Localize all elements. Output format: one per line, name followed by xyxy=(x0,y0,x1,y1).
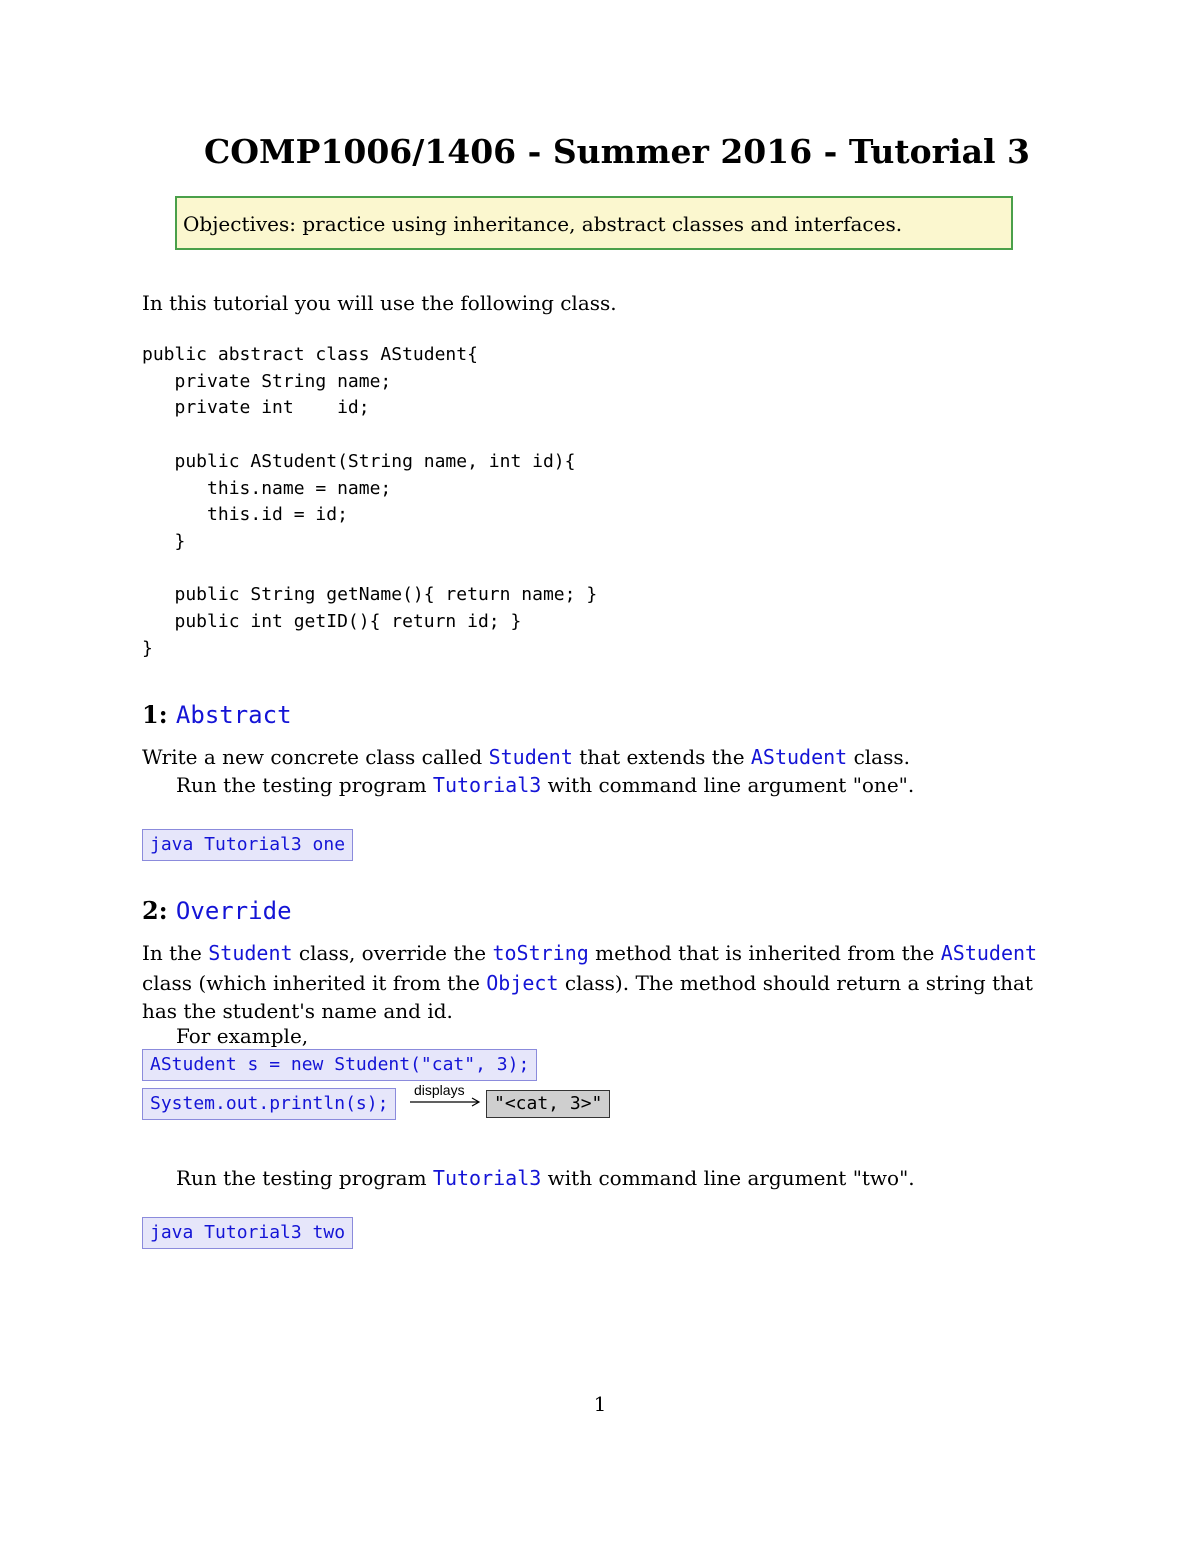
code-tostring: toString xyxy=(492,941,589,965)
section-1-paragraph-2 xyxy=(176,773,914,797)
example-intro: For example, xyxy=(176,1024,309,1048)
section-1-heading xyxy=(142,700,292,729)
text: Run the testing program xyxy=(176,1166,433,1190)
page-number: 1 xyxy=(593,1392,607,1416)
code-line xyxy=(142,422,597,449)
code-student: Student xyxy=(488,745,573,769)
code-line: private String name; xyxy=(142,370,392,392)
objectives-box xyxy=(175,196,1013,250)
code-line: this.id = id; xyxy=(142,504,348,526)
page-title: COMP1006/1406 - Summer 2016 - Tutorial 3 xyxy=(204,132,1030,171)
intro-text: In this tutorial you will use the following class. xyxy=(142,291,617,315)
code-listing xyxy=(142,342,597,662)
code-line xyxy=(142,556,597,583)
text: method that is inherited from the xyxy=(588,941,941,965)
section-2-line-3: has the student's name and id. xyxy=(142,999,453,1023)
code-line: public AStudent(String name, int id){ xyxy=(142,450,576,472)
text: Run the testing program xyxy=(176,773,433,797)
text: class. xyxy=(847,745,910,769)
section-1-paragraph-1 xyxy=(142,745,910,769)
code-object: Object xyxy=(486,971,559,995)
section-1-number: 1: xyxy=(142,700,168,729)
code-line: } xyxy=(142,637,153,659)
code-line: } xyxy=(142,530,186,552)
text: class). The method should return a string that xyxy=(558,971,1033,995)
displays-label: displays xyxy=(414,1082,465,1098)
right-arrow-icon xyxy=(408,1096,482,1108)
code-line: private int id; xyxy=(142,397,370,419)
code-tutorial3: Tutorial3 xyxy=(432,773,542,797)
text: with command line argument "two". xyxy=(541,1166,915,1190)
section-2-number: 2: xyxy=(142,896,168,925)
example-code-line-2: System.out.println(s); xyxy=(142,1088,396,1120)
example-code-line-1: AStudent s = new Student("cat", 3); xyxy=(142,1049,537,1081)
text: class (which inherited it from the xyxy=(142,971,487,995)
objectives-text: Objectives: practice using inheritance, abstract classes and interfaces. xyxy=(183,212,903,236)
text: class, override the xyxy=(292,941,493,965)
text: Write a new concrete class called xyxy=(142,745,489,769)
command-box-one: java Tutorial3 one xyxy=(142,829,353,861)
code-tutorial3: Tutorial3 xyxy=(432,1166,542,1190)
section-2-run-text xyxy=(176,1166,915,1190)
section-2-line-1 xyxy=(142,941,1037,965)
section-2-line-2 xyxy=(142,971,1033,995)
code-student: Student xyxy=(208,941,293,965)
code-line: this.name = name; xyxy=(142,477,392,499)
section-1-title: Abstract xyxy=(175,701,292,729)
code-astudent: AStudent xyxy=(750,745,848,769)
code-line: public String getName(){ return name; } xyxy=(142,584,598,606)
text: with command line argument "one". xyxy=(541,773,915,797)
output-box: "<cat, 3>" xyxy=(486,1090,610,1118)
code-line: public abstract class AStudent{ xyxy=(142,344,478,365)
section-2-heading xyxy=(142,896,292,925)
section-2-title: Override xyxy=(175,897,292,925)
code-line: public int getID(){ return id; } xyxy=(142,611,522,633)
text: In the xyxy=(142,941,209,965)
code-astudent: AStudent xyxy=(940,941,1038,965)
text: that extends the xyxy=(572,745,751,769)
command-box-two: java Tutorial3 two xyxy=(142,1217,353,1249)
